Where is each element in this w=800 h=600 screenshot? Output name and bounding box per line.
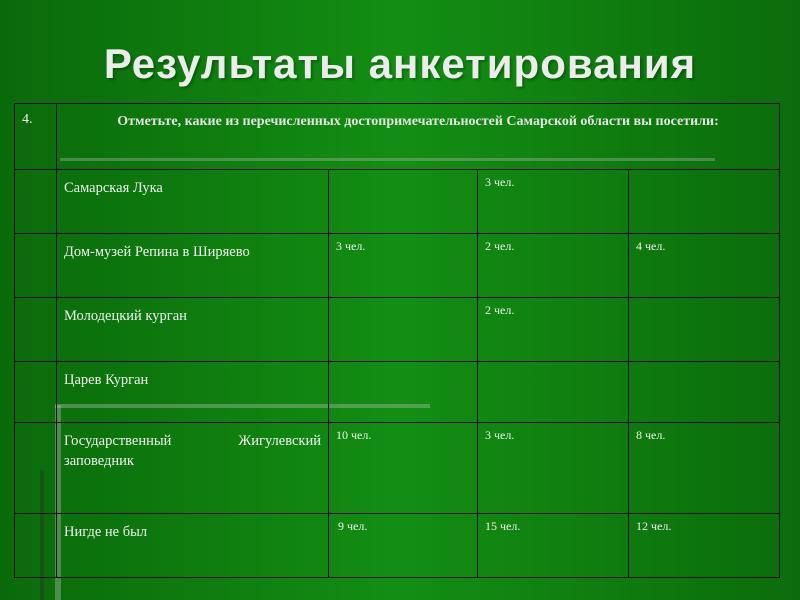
row-spacer — [15, 170, 57, 234]
page-title: Результаты анкетирования — [103, 40, 697, 87]
count-cell — [629, 170, 780, 234]
row-spacer — [15, 423, 57, 514]
place-name: Государственный Жигулевский заповедник — [57, 423, 329, 514]
place-name: Царев Курган — [57, 362, 329, 423]
count-cell: 8 чел. — [629, 423, 780, 514]
count-cell: 10 чел. — [329, 423, 478, 514]
row-spacer — [15, 298, 57, 362]
count-cell — [478, 362, 629, 423]
count-cell — [629, 362, 780, 423]
count-cell: 2 чел. — [478, 298, 629, 362]
place-name: Молодецкий курган — [57, 298, 329, 362]
table-row — [15, 514, 780, 578]
place-name: Самарская Лука — [57, 170, 329, 234]
survey-table — [14, 103, 780, 578]
count-cell: 3 чел. — [478, 170, 629, 234]
row-spacer — [15, 514, 57, 578]
table-row — [15, 298, 780, 362]
count-cell: 15 чел. — [478, 514, 629, 578]
question-text: Отметьте, какие из перечисленных достопримечательностей Самарской области вы посетили: — [57, 104, 780, 170]
count-cell: 12 чел. — [629, 514, 780, 578]
question-row — [15, 104, 780, 170]
count-cell — [329, 362, 478, 423]
count-cell: 2 чел. — [478, 234, 629, 298]
question-number: 4. — [15, 104, 57, 170]
place-name: Нигде не был — [57, 514, 329, 578]
row-spacer — [15, 362, 57, 423]
table-row — [15, 234, 780, 298]
count-cell — [629, 298, 780, 362]
row-spacer — [15, 234, 57, 298]
count-cell: 3 чел. — [478, 423, 629, 514]
table-row — [15, 423, 780, 514]
count-cell: 4 чел. — [629, 234, 780, 298]
count-cell: 3 чел. — [329, 234, 478, 298]
table-row — [15, 362, 780, 423]
count-cell — [329, 170, 478, 234]
table-row — [15, 170, 780, 234]
count-cell: 9 чел. — [329, 514, 478, 578]
place-name: Дом-музей Репина в Ширяево — [57, 234, 329, 298]
count-cell — [329, 298, 478, 362]
